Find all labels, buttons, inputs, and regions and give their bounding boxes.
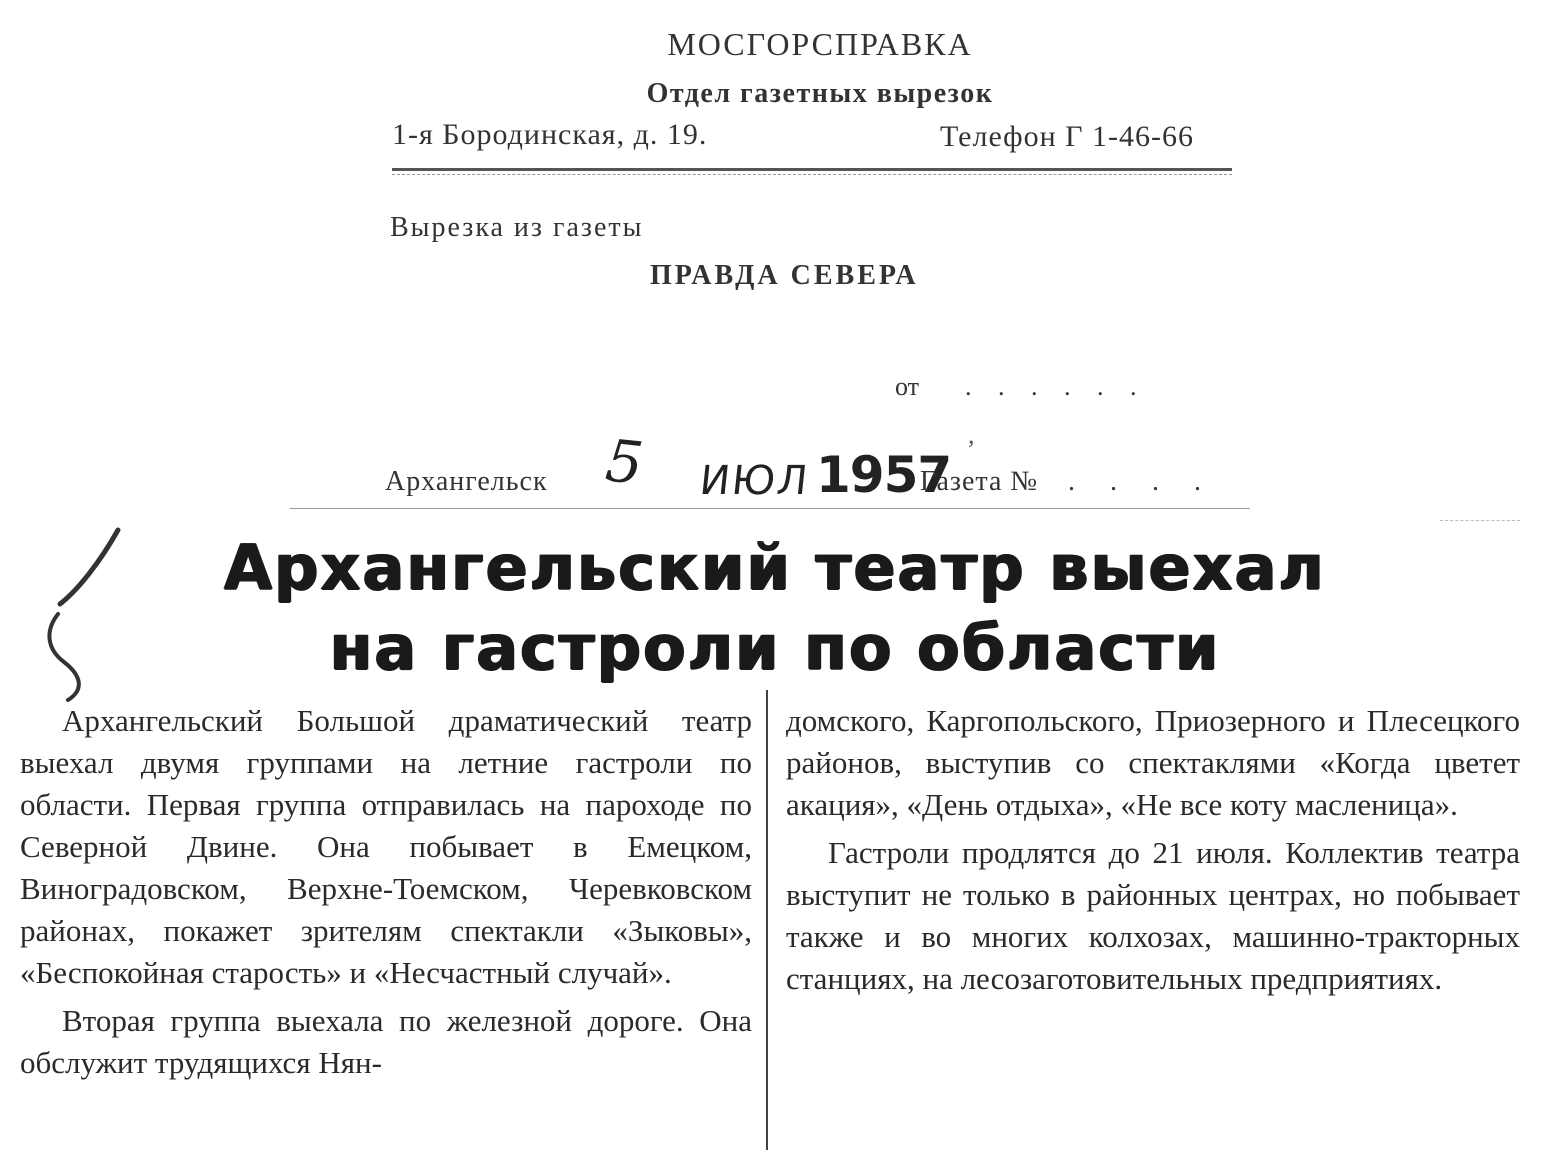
letterhead-org: МОСГОРСПРАВКА <box>667 26 973 62</box>
article-paragraph: Вторая группа выехала по железной дороге. Она обслужит трудящихся Нян- <box>20 1003 752 1080</box>
stamp-month: ИЮЛ <box>697 458 812 504</box>
column-divider <box>766 690 768 1150</box>
letterhead-phone: Телефон Г 1-46-66 <box>940 120 1194 153</box>
city-label: Архангельск <box>385 466 548 497</box>
clipping-edge <box>290 508 1250 509</box>
article-paragraph: Архангельский Большой драматический театр выехал двумя группами на летние гастроли по области. Первая группа отправилась на пароходе по Северной Двине. Она побывает в Емецком, Виноградовском, Верхне-Тоемском, Черевковском районах, покажет зрителям спектакли «Зыковы», «Беспокойная старость» и «Несчастный случай». <box>20 703 752 990</box>
clipping-label: Вырезка из газеты <box>390 212 644 243</box>
date-from-dots: . . . . . . <box>965 372 1147 401</box>
stamp-day: 5 <box>602 426 647 498</box>
scan-noise <box>1440 520 1520 522</box>
issue-number-label: Газета № <box>920 466 1039 497</box>
handwritten-mark-icon <box>38 522 148 702</box>
ink-tick-mark: , <box>968 420 975 449</box>
letterhead-divider <box>392 168 1232 171</box>
date-stamp <box>598 426 952 510</box>
article-paragraph: Гастроли продлятся до 21 июля. Коллектив театра выступит не только в районных центрах, но побывает также и во многих колхозах, машинно-тракторных станциях, на лесозаготовительных предприятиях. <box>786 835 1520 996</box>
issue-number-dots: . . . . <box>1068 466 1215 497</box>
newspaper-name: ПРАВДА СЕВЕРА <box>650 260 919 291</box>
article-column-right <box>786 700 1520 1006</box>
article-column-left <box>20 700 752 1090</box>
date-from-label: от <box>895 372 920 401</box>
letterhead-department: Отдел газетных вырезок <box>646 78 994 109</box>
headline-line-2: на гастроли по области <box>329 611 1221 684</box>
stamp-year: 1957 <box>816 446 952 504</box>
article-headline <box>150 528 1400 688</box>
letterhead-address: 1-я Бородинская, д. 19. <box>392 118 708 151</box>
headline-line-1: Архангельский театр выехал <box>224 531 1326 604</box>
article-paragraph: домского, Каргопольского, Приозерного и Плесецкого районов, выступив со спектаклями «Когда цветет акация», «День отдыха», «Не все коту масленица». <box>786 703 1520 822</box>
letterhead-divider-secondary <box>392 174 1232 175</box>
